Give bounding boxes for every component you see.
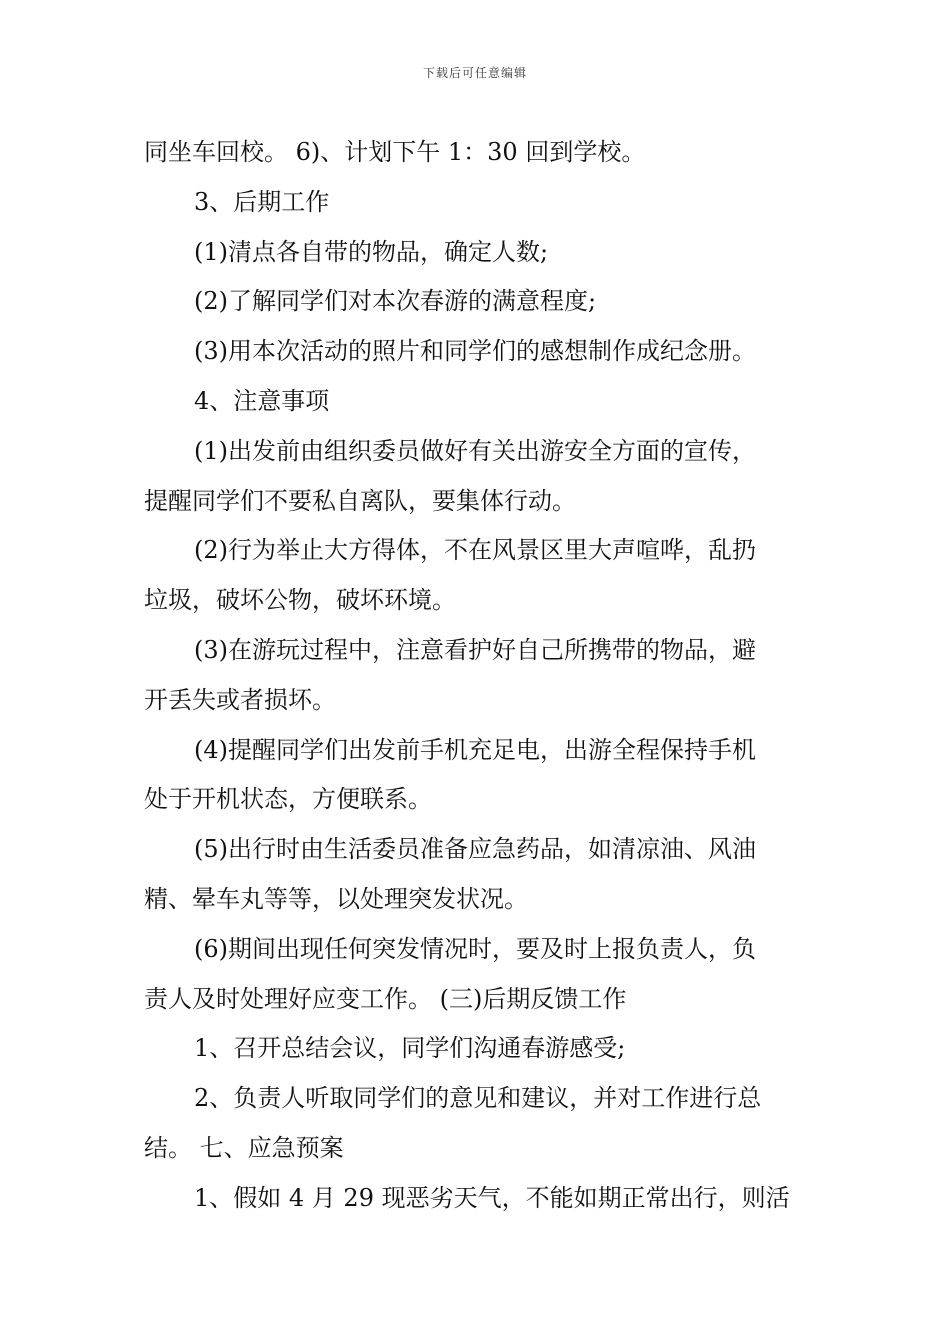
- page-header: 下载后可任意编辑: [422, 66, 527, 80]
- text-line: (3)用本次活动的照片和同学们的感想制作成纪念册。: [194, 337, 756, 366]
- text-line: 开丢失或者损坏。: [144, 685, 336, 714]
- text-line: (6)期间出现任何突发情况时，要及时上报负责人，负: [194, 934, 756, 963]
- text-line: (5)出行时由生活委员准备应急药品，如清凉油、风油: [194, 835, 756, 864]
- text-line: (2)了解同学们对本次春游的满意程度;: [194, 287, 597, 316]
- text-line: 结。 七、应急预案: [144, 1133, 344, 1162]
- document-body: [144, 128, 814, 1224]
- text-line: 同坐车回校。 6)、计划下午 1：30 回到学校。: [144, 138, 646, 166]
- text-line: 4、注意事项: [194, 386, 330, 415]
- text-line: 垃圾，破坏公物，破坏环境。: [144, 586, 456, 615]
- text-line: 3、后期工作: [194, 187, 330, 216]
- text-line: 提醒同学们不要私自离队，要集体行动。: [144, 486, 576, 515]
- text-line: (1)清点各自带的物品，确定人数;: [194, 237, 549, 266]
- text-line: 责人及时处理好应变工作。 (三)后期反馈工作: [144, 984, 627, 1013]
- text-line: (2)行为举止大方得体，不在风景区里大声喧哗，乱扔: [194, 536, 756, 565]
- text-line: 1、召开总结会议，同学们沟通春游感受;: [194, 1034, 626, 1063]
- text-line: (4)提醒同学们出发前手机充足电，出游全程保持手机: [194, 735, 756, 764]
- text-line: 精、晕车丸等等，以处理突发状况。: [144, 884, 528, 913]
- text-line: 处于开机状态，方便联系。: [144, 785, 432, 814]
- text-line: (1)出发前由组织委员做好有关出游安全方面的宣传，: [194, 436, 756, 465]
- text-line: (3)在游玩过程中，注意看护好自己所携带的物品，避: [194, 635, 756, 664]
- text-line: 2、负责人听取同学们的意见和建议，并对工作进行总: [194, 1084, 762, 1113]
- text-line: 1、假如 4 月 29 现恶劣天气，不能如期正常出行，则活: [194, 1183, 790, 1212]
